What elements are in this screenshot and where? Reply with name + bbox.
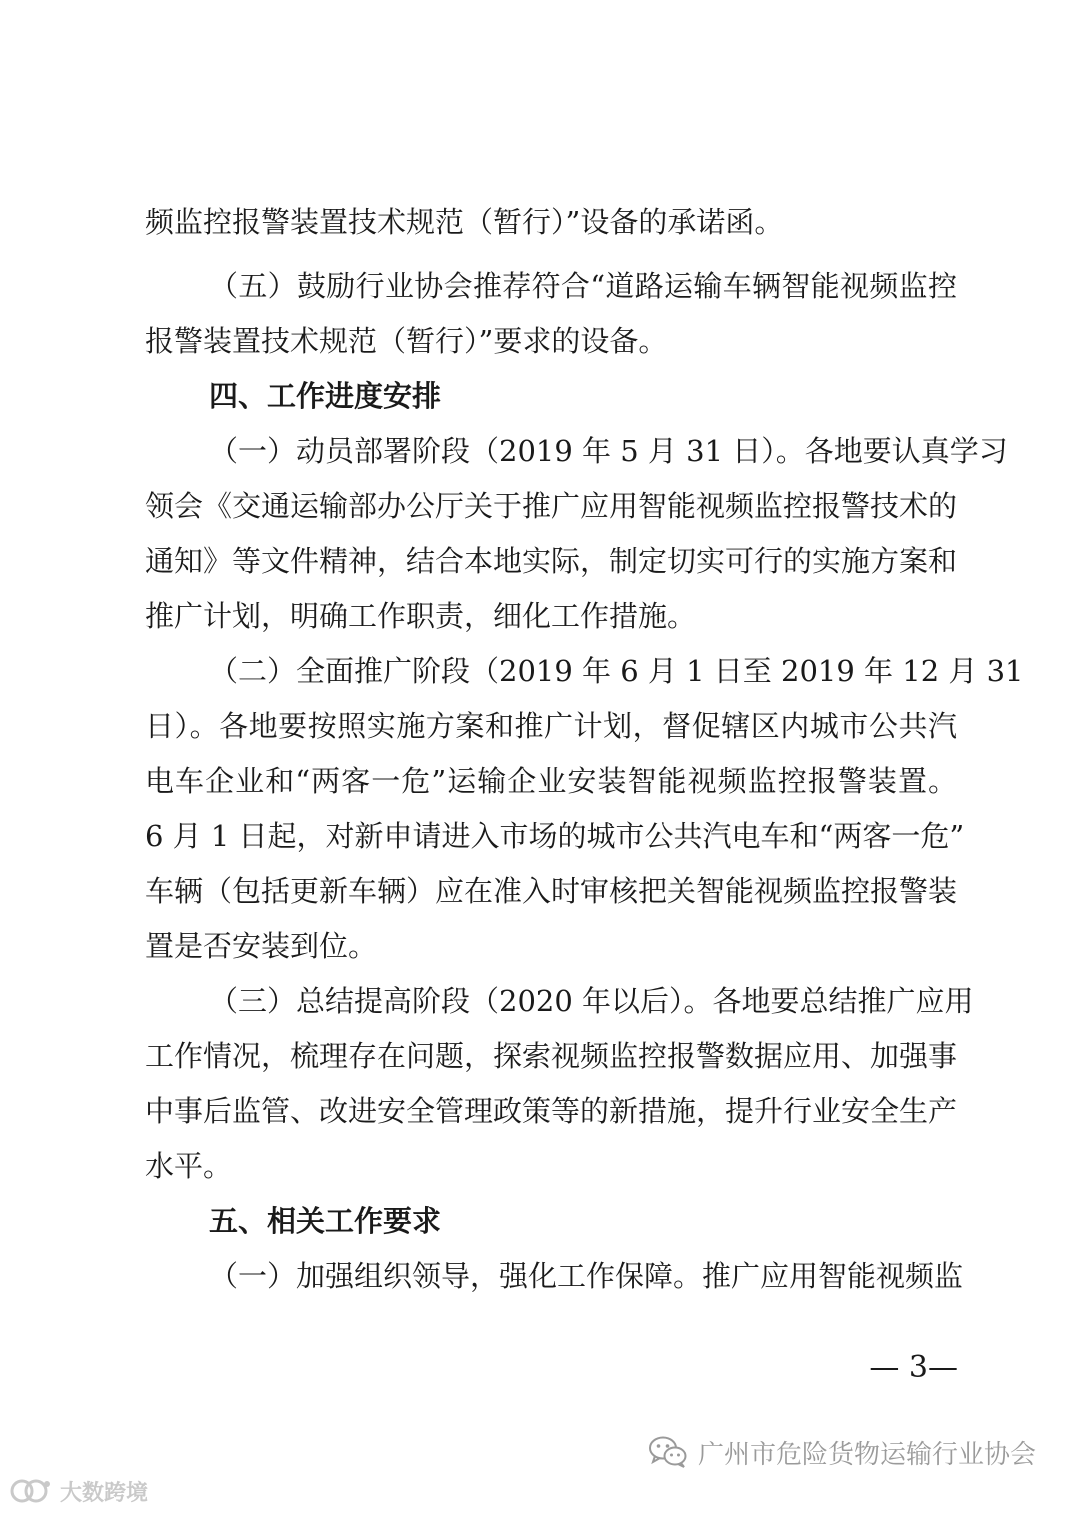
- paragraph-line: 领会《交通运输部办公厅关于推广应用智能视频监控报警技术的: [145, 489, 958, 523]
- account-watermark: [648, 1432, 1068, 1472]
- wechat-icon: [648, 1435, 688, 1469]
- paragraph-line: 中事后监管、改进安全管理政策等的新措施，提升行业安全生产: [145, 1094, 958, 1128]
- paragraph-line: 推广计划，明确工作职责，细化工作措施。: [145, 599, 697, 633]
- source-watermark: [10, 1474, 190, 1508]
- logo-icon: [10, 1476, 54, 1506]
- paragraph-line: 车辆（包括更新车辆）应在准入时审核把关智能视频监控报警装: [145, 874, 958, 908]
- paragraph-line: 日）。各地要按照实施方案和推广计划，督促辖区内城市公共汽: [145, 709, 957, 743]
- paragraph-line: 6 月 1 日起，对新申请进入市场的城市公共汽电车和“两客一危”: [145, 819, 965, 853]
- paragraph-line: 置是否安装到位。: [145, 929, 378, 963]
- paragraph-line: （一）动员部署阶段（2019 年 5 月 31 日）。各地要认真学习: [209, 434, 1008, 468]
- paragraph-line: 通知》等文件精神，结合本地实际，制定切实可行的实施方案和: [145, 544, 958, 578]
- paragraph-line: 频监控报警装置技术规范（暂行）”设备的承诺函。: [145, 205, 784, 239]
- paragraph-line: 电车企业和“两客一危”运输企业安装智能视频监控报警装置。: [145, 764, 957, 798]
- source-name: 大数跨境: [60, 1480, 149, 1506]
- paragraph-line: （二）全面推广阶段（2019 年 6 月 1 日至 2019 年 12 月 31: [209, 654, 1024, 688]
- paragraph-line: （五）鼓励行业协会推荐符合“道路运输车辆智能视频监控: [209, 269, 957, 303]
- paragraph-line: 水平。: [145, 1149, 233, 1183]
- paragraph-line: （三）总结提高阶段（2020 年以后）。各地要总结推广应用: [209, 984, 974, 1018]
- paragraph-line: 工作情况，梳理存在问题，探索视频监控报警数据应用、加强事: [145, 1039, 958, 1073]
- account-name: 广州市危险货物运输行业协会: [698, 1439, 1037, 1470]
- section-heading: 五、相关工作要求: [209, 1204, 442, 1238]
- page-number: — 3—: [869, 1350, 958, 1385]
- paragraph-line: （一）加强组织领导，强化工作保障。推广应用智能视频监: [209, 1259, 964, 1293]
- paragraph-line: 报警装置技术规范（暂行）”要求的设备。: [145, 324, 668, 358]
- section-heading: 四、工作进度安排: [209, 379, 442, 413]
